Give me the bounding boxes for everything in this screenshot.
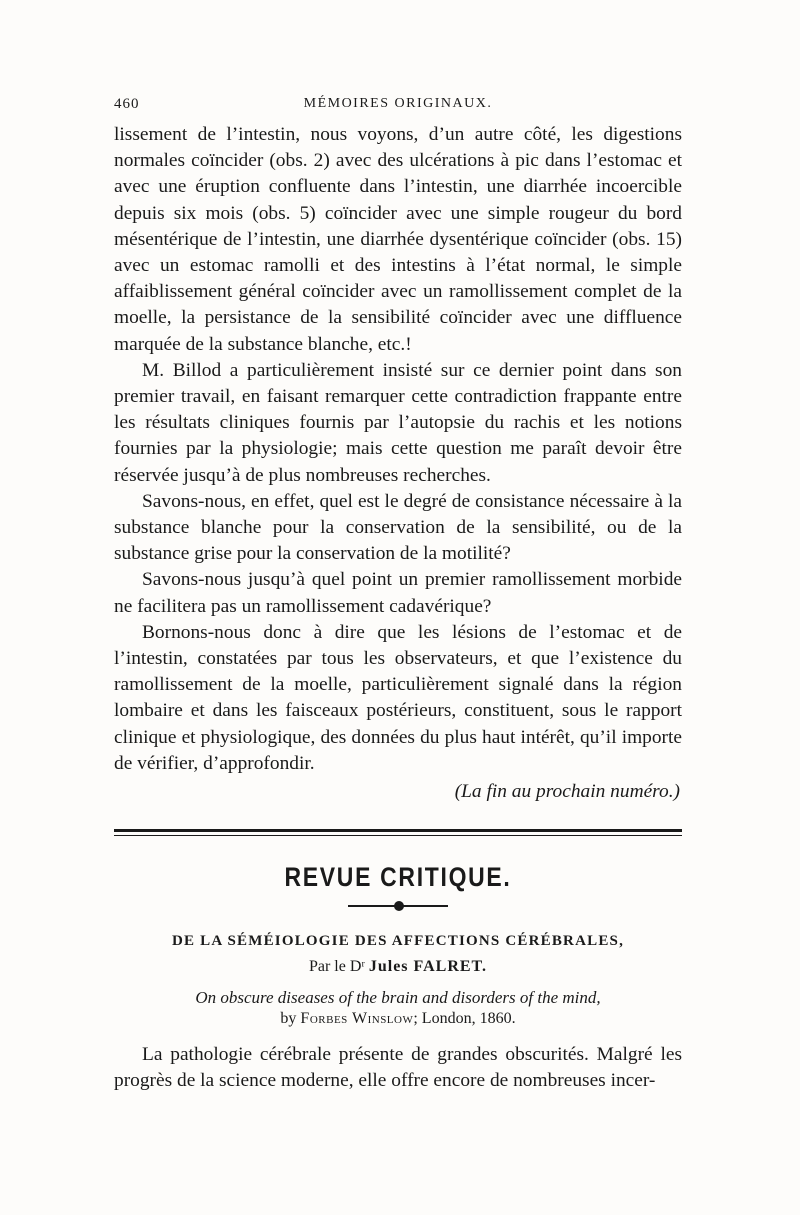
body-text [114,122,682,777]
intro-paragraph: La pathologie cérébrale présente de grandes obscurités. Malgré les progrès de la science moderne, elle offre encore de nombreuses incer- [114,1044,682,1092]
ref-prefix: by [280,1010,297,1028]
ref-suffix: ; London, 1860. [413,1010,516,1028]
page-number: 460 [114,96,140,112]
paragraph-2: M. Billod a particulièrement insisté sur ce dernier point dans son premier travail, en faisant remarquer cette contradiction frappante entre les résultats cliniques fournis par l’autopsie du rachis et les notions fournies par la physiologie; mais cette question me paraît devoir être réservée jusqu’à de plus nombreuses recherches. [114,359,682,486]
byline-prefix: Par le Dʳ [308,958,365,976]
paragraph-4: Savons-nous jusqu’à quel point un premier ramollissement morbide ne facilitera pas un ramollissement cadavérique? [114,569,682,617]
continuation-note: (La fin au prochain numéro.) [454,781,680,803]
paragraph-1: lissement de l’intestin, nous voyons, d’un autre côté, les digestions normales coïncider (obs. 2) avec des ulcérations à pic dans l’estomac et avec une éruption confluente dans l’intestin, une diarrhée incoercible depuis six mois (obs. 5) coïncider avec une simple rougeur du bord mésentérique de l’intestin, une diarrhée dysentérique coïncider (obs. 15) avec un estomac ramolli et des intestins à l’état normal, le simple affaiblissement général coïncider avec un ramollissement complet de la moelle, la persistance de la sensibilité coïncider avec une diffluence marquée de la substance blanche, etc.! [114,124,682,355]
section-title: REVUE CRITIQUE. [284,862,512,893]
article-title: DE LA SÉMÉIOLOGIE DES AFFECTIONS CÉRÉBRALES, [171,933,625,950]
ornament-divider [348,899,448,913]
reviewed-work-publication [114,1010,682,1028]
document-page [114,96,682,1094]
page-header [114,96,682,122]
review-intro [114,1042,682,1094]
author-name: Jules FALRET. [368,958,488,976]
section-divider [114,829,682,836]
running-head: MÉMOIRES ORIGINAUX. [303,96,493,111]
paragraph-3: Savons-nous, en effet, quel est le degré de consistance nécessaire à la substance blanche pour la conservation de la sensibilité, ou de la substance grise pour la conservation de la motilité? [114,490,682,565]
byline [114,958,682,976]
ref-author: Forbes Winslow [300,1010,414,1028]
paragraph-5: Bornons-nous donc à dire que les lésions de l’estomac et de l’intestin, constatées par tous les observateurs, et que l’existence du ramollissement de la moelle, particulièrement signalé dans la région lombaire et dans les faisceaux postérieurs, constituent, sous le rapport clinique et physiologique, des données du plus haut intérêt, qu’il importe de vérifier, d’approfondir. [114,621,682,774]
reviewed-work-title: On obscure diseases of the brain and disorders of the mind, [195,988,601,1008]
